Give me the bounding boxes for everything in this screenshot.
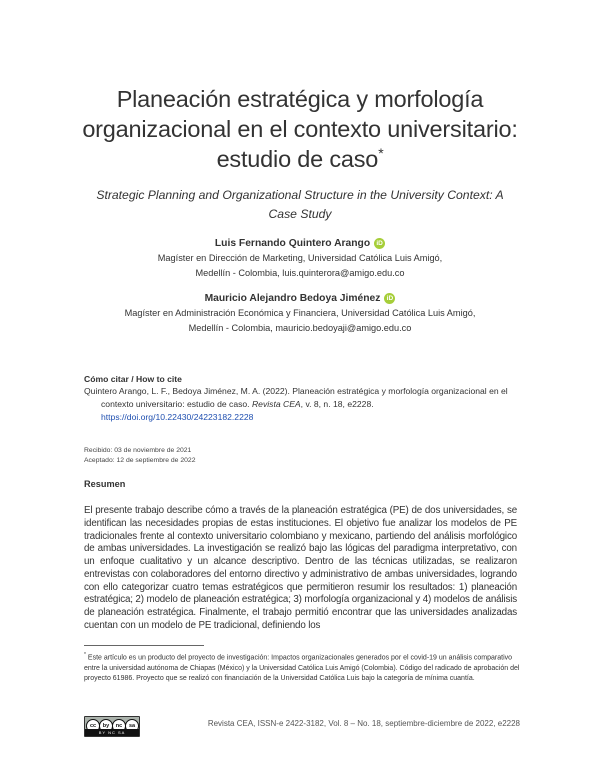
citation-text: Quintero Arango, L. F., Bedoya Jiménez, M. A. (2022). Planeación estratégica y morfología organizacional en el contexto universitario: estudio de caso. Revista CEA, v. 8, n. 18, e2228. https://doi.org/10.22430/24223182.2228 — [84, 386, 508, 422]
page-footer: Revista CEA, ISSN-e 2422-3182, Vol. 8 – No. 18, septiembre-diciembre de 2022, e2228 — [207, 719, 520, 728]
sharealike-icon: sa — [125, 719, 139, 733]
received-date: Recibido: 03 de noviembre de 2021 — [84, 447, 192, 454]
footnote-divider — [84, 645, 204, 646]
doi-link[interactable]: https://doi.org/10.22430/24223182.2228 — [101, 411, 254, 422]
article-title — [60, 84, 540, 174]
license-label: BY NC SA — [85, 729, 139, 736]
title-footnote-marker[interactable]: * — [378, 145, 384, 162]
cc-license-badge[interactable] — [84, 716, 140, 737]
english-title: Strategic Planning and Organizational Structure in the University Context: A Case Study — [96, 188, 504, 221]
author-2 — [0, 293, 600, 304]
footnote: * Este artículo es un producto del proyecto de investigación: Impactos organizacionales generados por el covid-19 un análisis comparativo entre la universidad autónoma de Chiapas (México) y la Universidad Católica Luis Amigó (Colombia). Código del radicado de aprobación del proyecto 61986. Proyecto que se realizó con financiación de la Universidad Católica Luis bajo la categoría de mínima cuantía. — [84, 652, 520, 682]
author-2-affiliation: Magíster en Administración Económica y Financiera, Universidad Católica Luis Amigó, Medellín - Colombia, mauricio.bedoyaji@amigo.edu.co — [124, 308, 476, 333]
journal-name: Revista CEA — [251, 398, 301, 409]
orcid-icon[interactable]: iD — [384, 293, 395, 304]
citation-heading: Cómo citar / How to cite — [84, 374, 182, 384]
accepted-date: Aceptado: 12 de septiembre de 2022 — [84, 456, 196, 464]
author-1-affiliation: Magíster en Dirección de Marketing, Universidad Católica Luis Amigó, Medellín - Colombia, luis.quinterora@amigo.edu.co — [157, 253, 443, 278]
title-line-2: organizacional en el contexto universitario: — [82, 116, 518, 142]
attribution-icon: by — [99, 719, 113, 733]
cc-icon: cc — [86, 719, 100, 733]
title-line-3: estudio de caso* — [216, 145, 384, 172]
noncommercial-icon: nc — [112, 719, 126, 733]
article-dates — [84, 446, 195, 466]
title-line-1: Planeación estratégica y morfología — [116, 86, 484, 112]
author-2-name: Mauricio Alejandro Bedoya Jiménez — [204, 293, 381, 304]
footnote-marker: * — [84, 652, 86, 658]
author-1-name: Luis Fernando Quintero Arango — [214, 238, 371, 249]
abstract-heading: Resumen — [84, 479, 126, 489]
author-1 — [0, 238, 600, 249]
orcid-icon[interactable]: iD — [374, 238, 385, 249]
abstract-text: El presente trabajo describe cómo a través de la planeación estratégica (PE) de dos universidades, se identifican las necesidades propias de estas instituciones. El objetivo fue analizar los modelos de PE tradicionales frente al contexto universitario colombiano y mexicano, partiendo del análisis morfológico de ambas universidades. La investigación se realizó bajo las lógicas del paradigma interpretativo, con un enfoque cualitativo y un alcance descriptivo. Dentro de las técnicas utilizadas, se realizaron entrevistas con colaboradores del entorno directivo y administrativo de ambas universidades, logrando con ello categorizar cuatro temas estratégicos que permitieron resumir los resultados: 1) planeación estratégica; 2) modelo de planeación estratégica; 3) morfología organizacional y 4) modelos de análisis de planeación estratégica. Finalmente, el trabajo permitió encontrar que las universidades analizadas cuentan con un modelo de PE tradicional, definiendo los — [84, 505, 517, 631]
